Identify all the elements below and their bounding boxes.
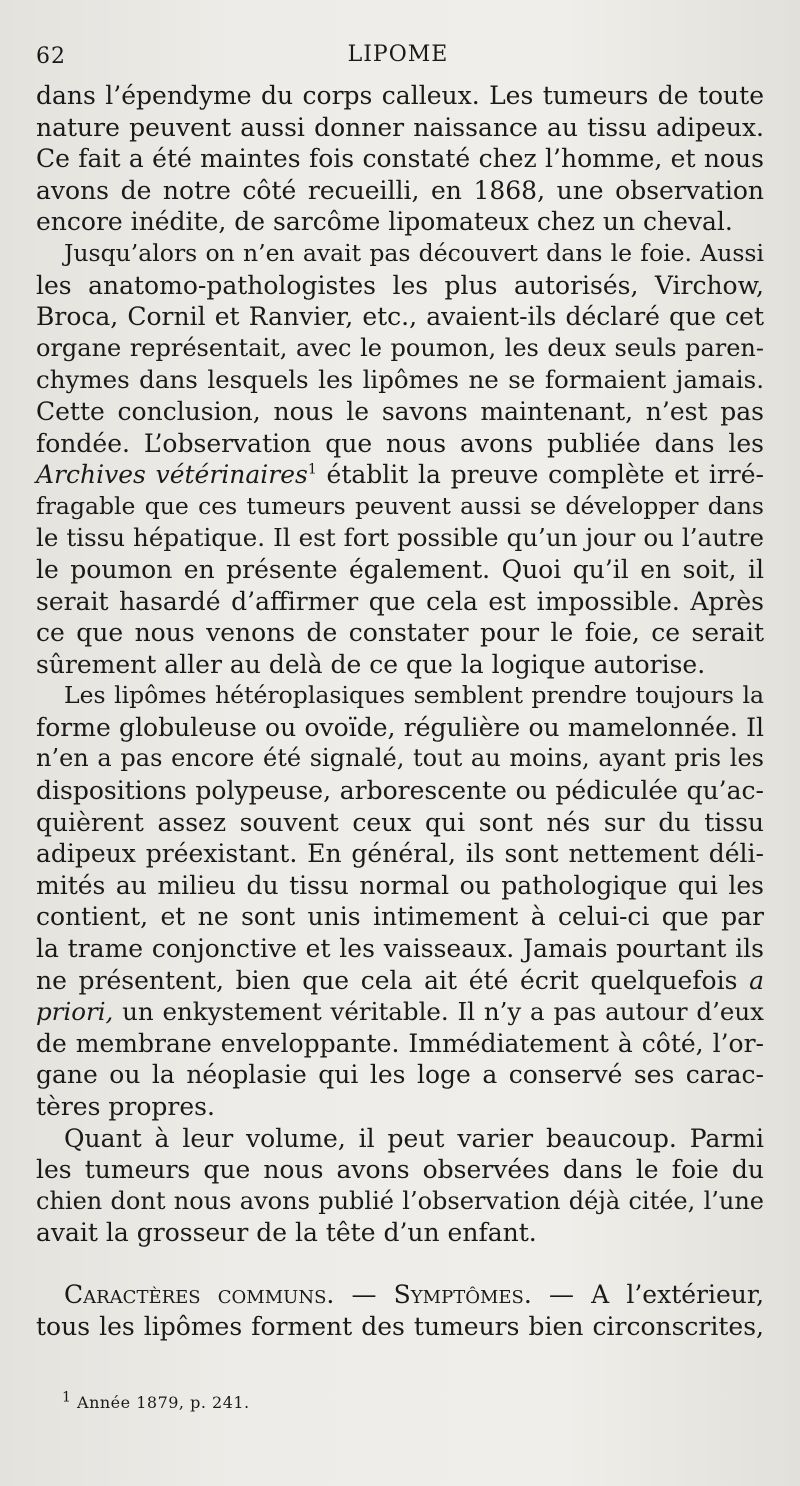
text-line-with-citation bbox=[36, 459, 764, 491]
text-line: les anatomo-pathologistes les plus autorisés, Virchow, bbox=[36, 270, 764, 300]
text-line: contient, et ne sont unis intimement à celui-ci que par bbox=[36, 902, 764, 932]
running-title: LIPOME bbox=[347, 42, 449, 67]
text-line: Les lipômes hétéroplasiques semblent prendre toujours la bbox=[64, 681, 764, 710]
paragraph-3 bbox=[36, 680, 764, 1122]
text-line: Ce fait a été maintes fois constaté chez l’homme, et nous bbox=[36, 144, 764, 174]
footnote-mark: 1 bbox=[62, 1389, 72, 1406]
section-heading-characteres: Caractères communs. bbox=[64, 1279, 335, 1309]
text-line: forme globuleuse ou ovoïde, régulière ou mamelonnée. Il bbox=[36, 712, 764, 742]
text-line-rest: A l’extérieur, bbox=[591, 1279, 765, 1309]
text-line: gane ou la néoplasie qui les loge a conservé ses carac- bbox=[36, 1060, 764, 1090]
text-line: Broca, Cornil et Ranvier, etc., avaient-ils déclaré que cet bbox=[36, 302, 764, 332]
italic-journal-title: Archives vétérinaires bbox=[36, 460, 308, 490]
em-dash: — bbox=[549, 1279, 574, 1309]
paragraph-2 bbox=[36, 238, 764, 680]
page-number: 62 bbox=[36, 44, 66, 69]
text-line: Jusqu’alors on n’en avait pas découvert dans le foie. Aussi bbox=[64, 238, 764, 267]
text-line: tous les lipômes forment des tumeurs bien circonscrites, bbox=[36, 1311, 764, 1341]
text-line: les tumeurs que nous avons observées dans le foie du bbox=[36, 1155, 764, 1185]
body-text bbox=[36, 80, 764, 1342]
text-line: quièrent assez souvent ceux qui sont nés sur du tissu bbox=[36, 807, 764, 837]
text-line: adipeux préexistant. En général, ils sont nettement déli- bbox=[36, 839, 764, 869]
text-line-start: ne présentent, bien que cela ait été écrit quelquefois bbox=[36, 965, 738, 995]
text-line: le tissu hépatique. Il est fort possible qu’un jour ou l’autre bbox=[36, 523, 764, 553]
text-line-with-italic bbox=[36, 965, 764, 997]
text-line: fragable que ces tumeurs peuvent aussi se développer dans bbox=[36, 491, 764, 520]
text-line: serait hasardé d’affirmer que cela est impossible. Après bbox=[36, 586, 764, 616]
text-line-rest: un enkystement véritable. Il n’y a pas autour d’eux bbox=[122, 997, 764, 1027]
text-line: chien dont nous avons publié l’observation déjà citée, l’une bbox=[36, 1186, 764, 1215]
paragraph-5 bbox=[36, 1279, 764, 1342]
text-line: dans l’épendyme du corps calleux. Les tumeurs de toute bbox=[36, 81, 764, 110]
em-dash: — bbox=[351, 1279, 377, 1309]
text-line-rest: établit la preuve complète et irré- bbox=[326, 460, 764, 490]
text-line: le poumon en présente également. Quoi qu’il en soit, il bbox=[36, 554, 764, 584]
footnote-text: Année 1879, p. 241. bbox=[77, 1393, 250, 1412]
footnote bbox=[62, 1389, 250, 1412]
italic-priori: priori, bbox=[36, 997, 114, 1027]
text-line: sûrement aller au delà de ce que la logique autorise. bbox=[36, 649, 706, 679]
text-line: avons de notre côté recueilli, en 1868, une observation bbox=[36, 175, 764, 205]
section-gap bbox=[36, 1249, 764, 1279]
text-line: tères propres. bbox=[36, 1092, 215, 1121]
text-line: organe représentait, avec le poumon, les deux seuls paren- bbox=[36, 333, 764, 362]
text-line: avait la grosseur de la tête d’un enfant. bbox=[36, 1218, 537, 1248]
page-header bbox=[36, 42, 760, 72]
text-line: n’en a pas encore été signalé, tout au moins, ayant pris les bbox=[36, 744, 764, 773]
text-line: ce que nous venons de constater pour le foie, ce serait bbox=[36, 618, 764, 648]
text-line: dispositions polypeuse, arborescente ou pédiculée qu’ac- bbox=[36, 776, 764, 806]
text-line: Quant à leur volume, il peut varier beaucoup. Parmi bbox=[64, 1123, 764, 1153]
section-heading-symptomes: Symptômes. bbox=[393, 1279, 532, 1309]
text-line: Cette conclusion, nous le savons maintenant, n’est pas bbox=[36, 396, 764, 426]
footnote-reference: 1 bbox=[307, 461, 317, 478]
paragraph-1 bbox=[36, 80, 764, 238]
text-line: de membrane enveloppante. Immédiatement à côté, l’or- bbox=[36, 1028, 764, 1058]
paragraph-4 bbox=[36, 1123, 764, 1249]
text-line: la trame conjonctive et les vaisseaux. Jamais pourtant ils bbox=[36, 934, 764, 964]
italic-a: a bbox=[749, 965, 764, 995]
section-heading-line bbox=[36, 1279, 764, 1311]
text-line: chymes dans lesquels les lipômes ne se formaient jamais. bbox=[36, 365, 764, 395]
text-line-with-italic bbox=[36, 996, 764, 1028]
text-line: fondée. L’observation que nous avons publiée dans les bbox=[36, 428, 764, 458]
text-line: encore inédite, de sarcôme lipomateux chez un cheval. bbox=[36, 207, 733, 237]
text-line: mités au milieu du tissu normal ou pathologique qui les bbox=[36, 870, 764, 900]
text-line: nature peuvent aussi donner naissance au tissu adipeux. bbox=[36, 112, 764, 142]
